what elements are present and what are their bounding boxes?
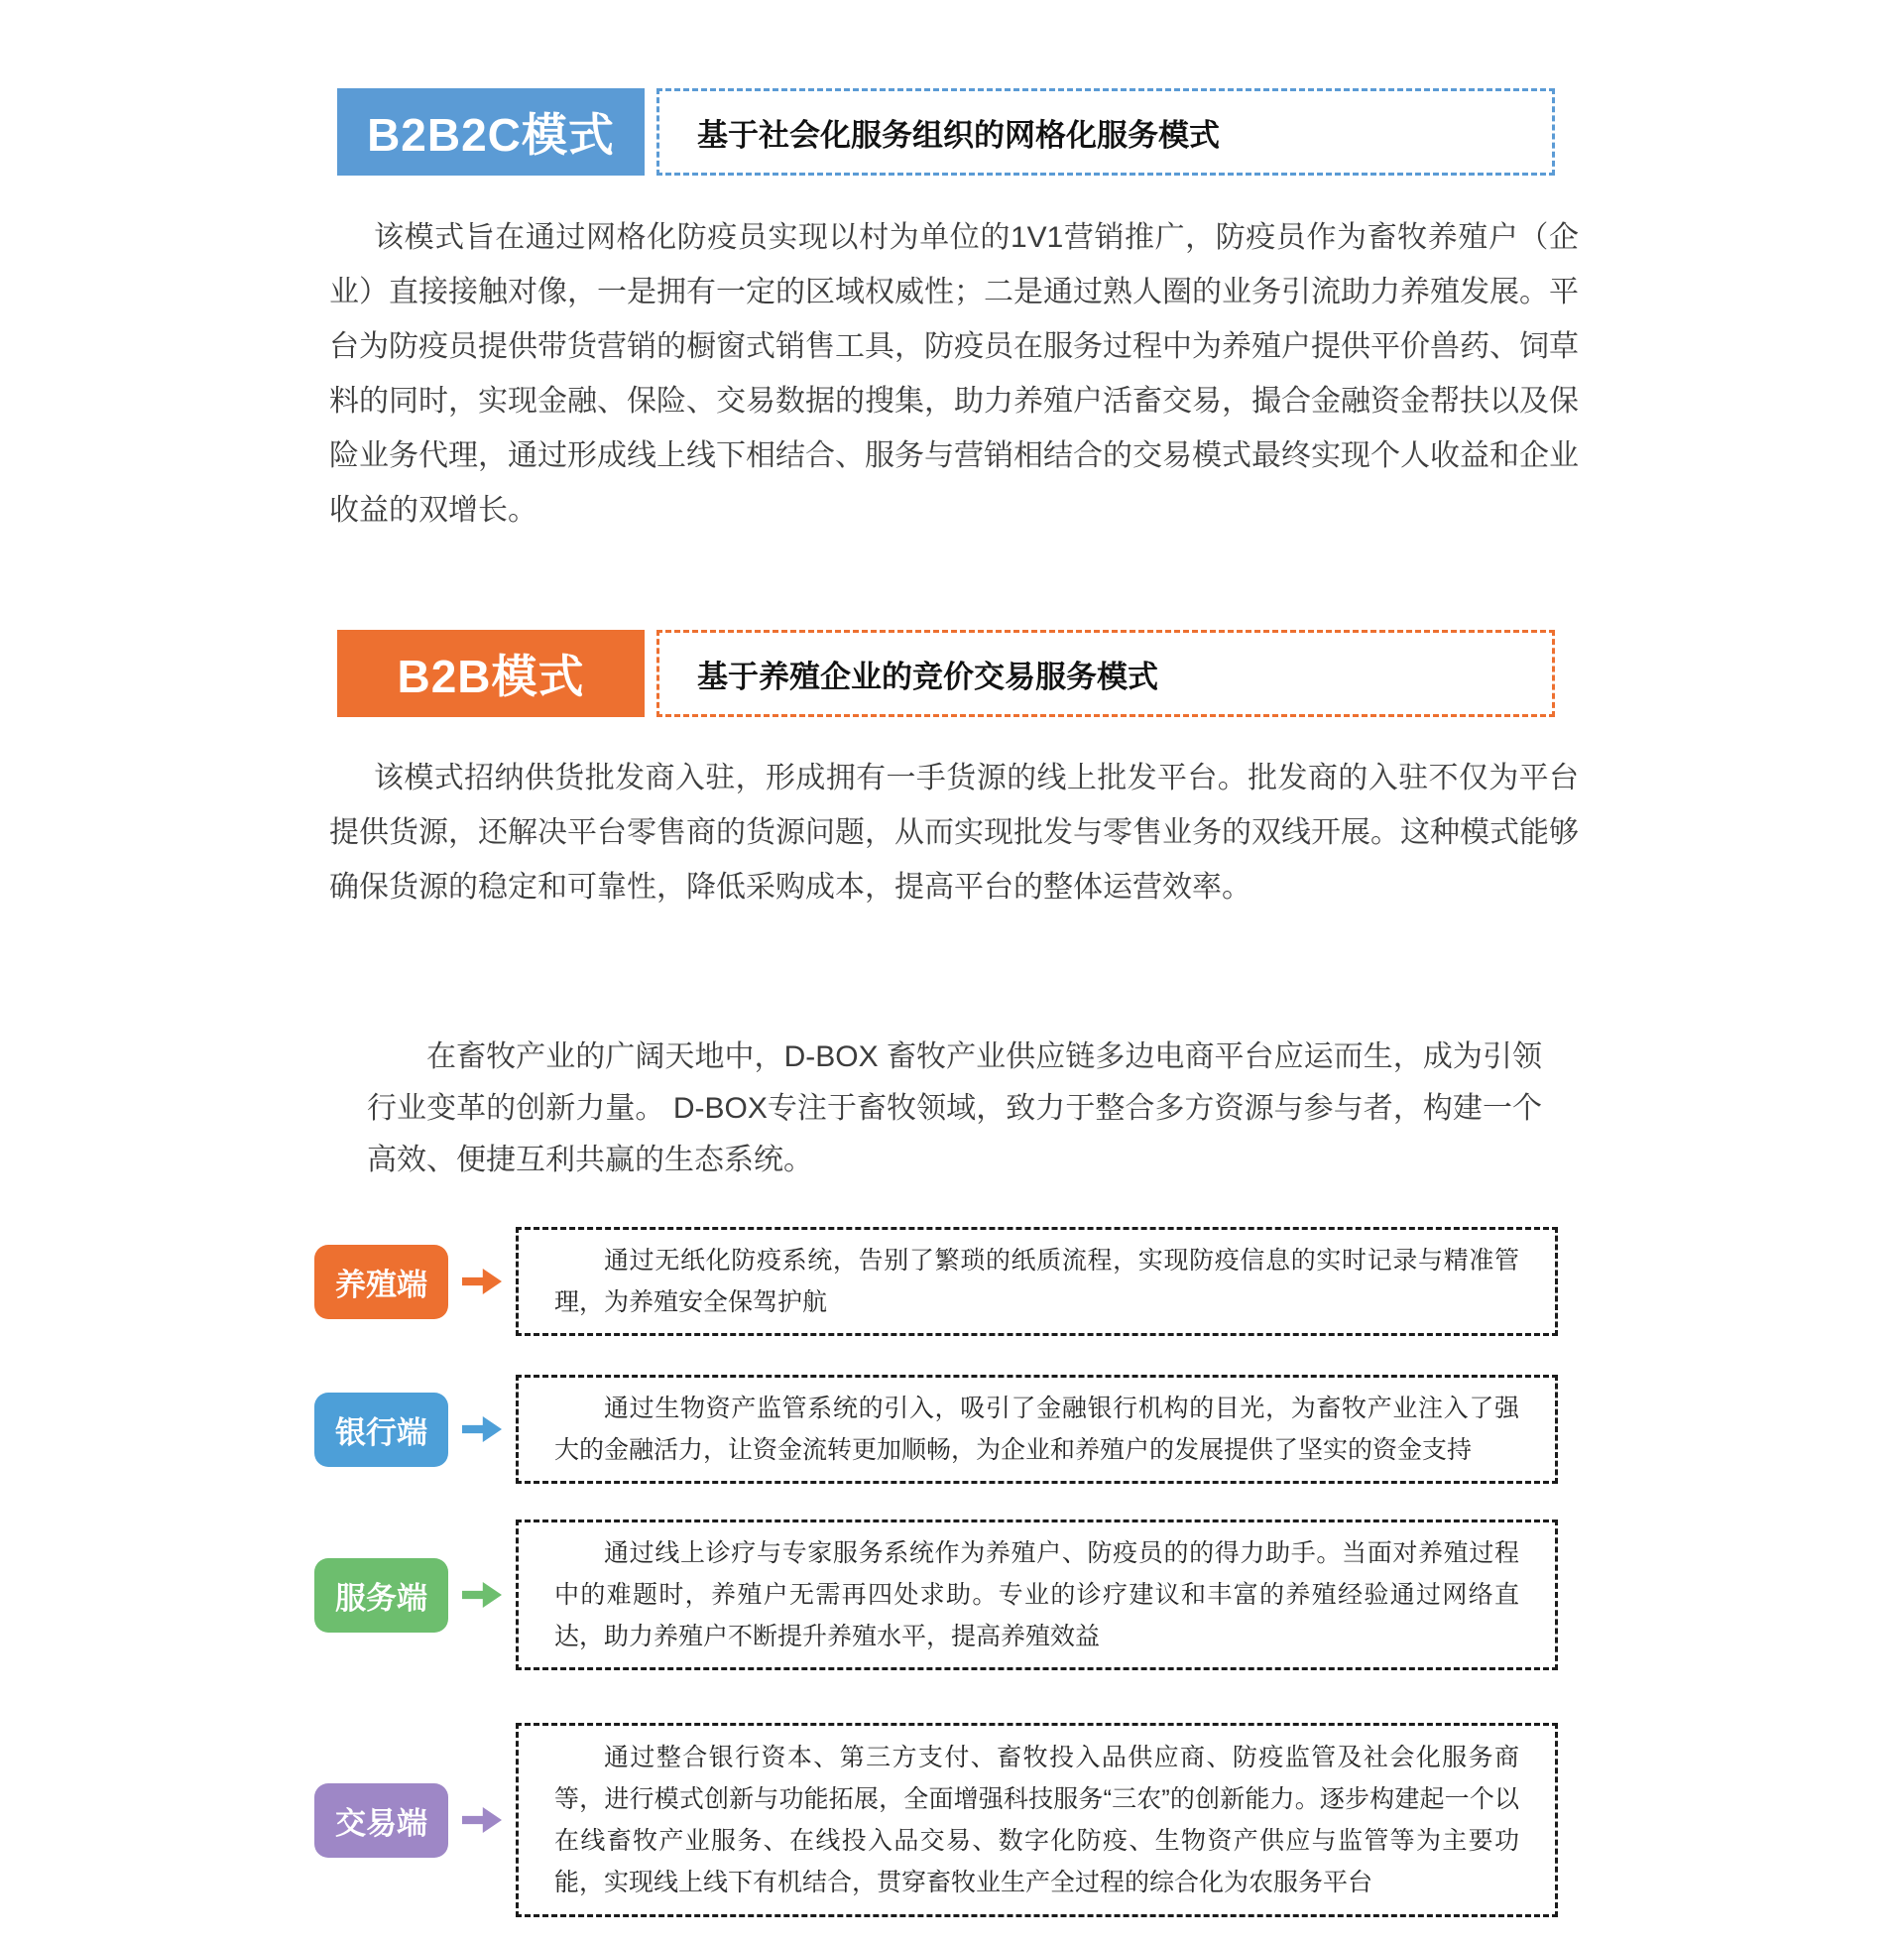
breeding-label: 养殖端 [314, 1245, 448, 1319]
trade-label: 交易端 [314, 1783, 448, 1858]
right-arrow-icon [462, 1807, 502, 1833]
trade-text-box [516, 1723, 1558, 1917]
b2b-subtitle-box [656, 630, 1555, 717]
b2b2c-paragraph: 该模式旨在通过网格化防疫员实现以村为单位的1V1营销推广，防疫员作为畜牧养殖户（企业）直接接触对像，一是拥有一定的区域权威性；二是通过熟人圈的业务引流助力养殖发展。平台为防疫员提供带货营销的橱窗式销售工具，防疫员在服务过程中为养殖户提供平价兽药、饲草料的同时，实现金融、保险、交易数据的搜集，助力养殖户活畜交易，撮合金融资金帮扶以及保险业务代理，通过形成线上线下相结合、服务与营销相结合的交易模式最终实现个人收益和企业收益的双增长。 [329, 221, 1579, 527]
service-text: 通过线上诊疗与专家服务系统作为养殖户、防疫员的的得力助手。当面对养殖过程中的难题时，养殖户无需再四处求助。专业的诊疗建议和丰富的养殖经验通过网络直达，助力养殖户不断提升养殖水平，提高养殖效益 [554, 1539, 1519, 1650]
b2b2c-section-header [337, 88, 1555, 176]
b2b-section-header [337, 630, 1555, 717]
breeding-text: 通过无纸化防疫系统，告别了繁琐的纸质流程，实现防疫信息的实时记录与精准管理，为养殖安全保驾护航 [554, 1247, 1519, 1316]
bank-text-box [516, 1375, 1558, 1484]
bank-label: 银行端 [314, 1393, 448, 1467]
right-arrow-icon [462, 1582, 502, 1608]
breeding-text-box [516, 1227, 1558, 1336]
endpoint-row-service [314, 1520, 1558, 1670]
endpoint-row-bank [314, 1375, 1558, 1484]
service-text-box [516, 1520, 1558, 1670]
b2b2c-subtitle-box [656, 88, 1555, 176]
bank-text: 通过生物资产监管系统的引入，吸引了金融银行机构的目光，为畜牧产业注入了强大的金融活力，让资金流转更加顺畅，为企业和养殖户的发展提供了坚实的资金支持 [554, 1395, 1519, 1464]
trade-text: 通过整合银行资本、第三方支付、畜牧投入品供应商、防疫监管及社会化服务商等，进行模式创新与功能拓展，全面增强科技服务“三农”的创新能力。逐步构建起一个以在线畜牧产业服务、在线投入品交易、数字化防疫、生物资产供应与监管等为主要功能，实现线上线下有机结合，贯穿畜牧业生产全过程的综合化为农服务平台 [554, 1744, 1519, 1896]
service-label: 服务端 [314, 1558, 448, 1633]
dbox-intro-paragraph: 在畜牧产业的广阔天地中，D-BOX 畜牧产业供应链多边电商平台应运而生，成为引领行业变革的创新力量。 D-BOX专注于畜牧领域，致力于整合多方资源与参与者，构建一个高效、便捷互利共赢的生态系统。 [367, 1040, 1542, 1176]
b2b2c-subtitle: 基于社会化服务组织的网格化服务模式 [697, 117, 1220, 153]
endpoint-row-trade [314, 1723, 1558, 1917]
right-arrow-icon [462, 1416, 502, 1442]
b2b2c-badge: B2B2C模式 [337, 88, 645, 176]
b2b-badge: B2B模式 [337, 630, 645, 717]
right-arrow-icon [462, 1269, 502, 1294]
b2b-subtitle: 基于养殖企业的竞价交易服务模式 [697, 659, 1158, 694]
b2b-paragraph: 该模式招纳供货批发商入驻，形成拥有一手货源的线上批发平台。批发商的入驻不仅为平台提供货源，还解决平台零售商的货源问题，从而实现批发与零售业务的双线开展。这种模式能够确保货源的稳定和可靠性，降低采购成本，提高平台的整体运营效率。 [329, 762, 1579, 904]
endpoint-row-breeding [314, 1227, 1558, 1336]
